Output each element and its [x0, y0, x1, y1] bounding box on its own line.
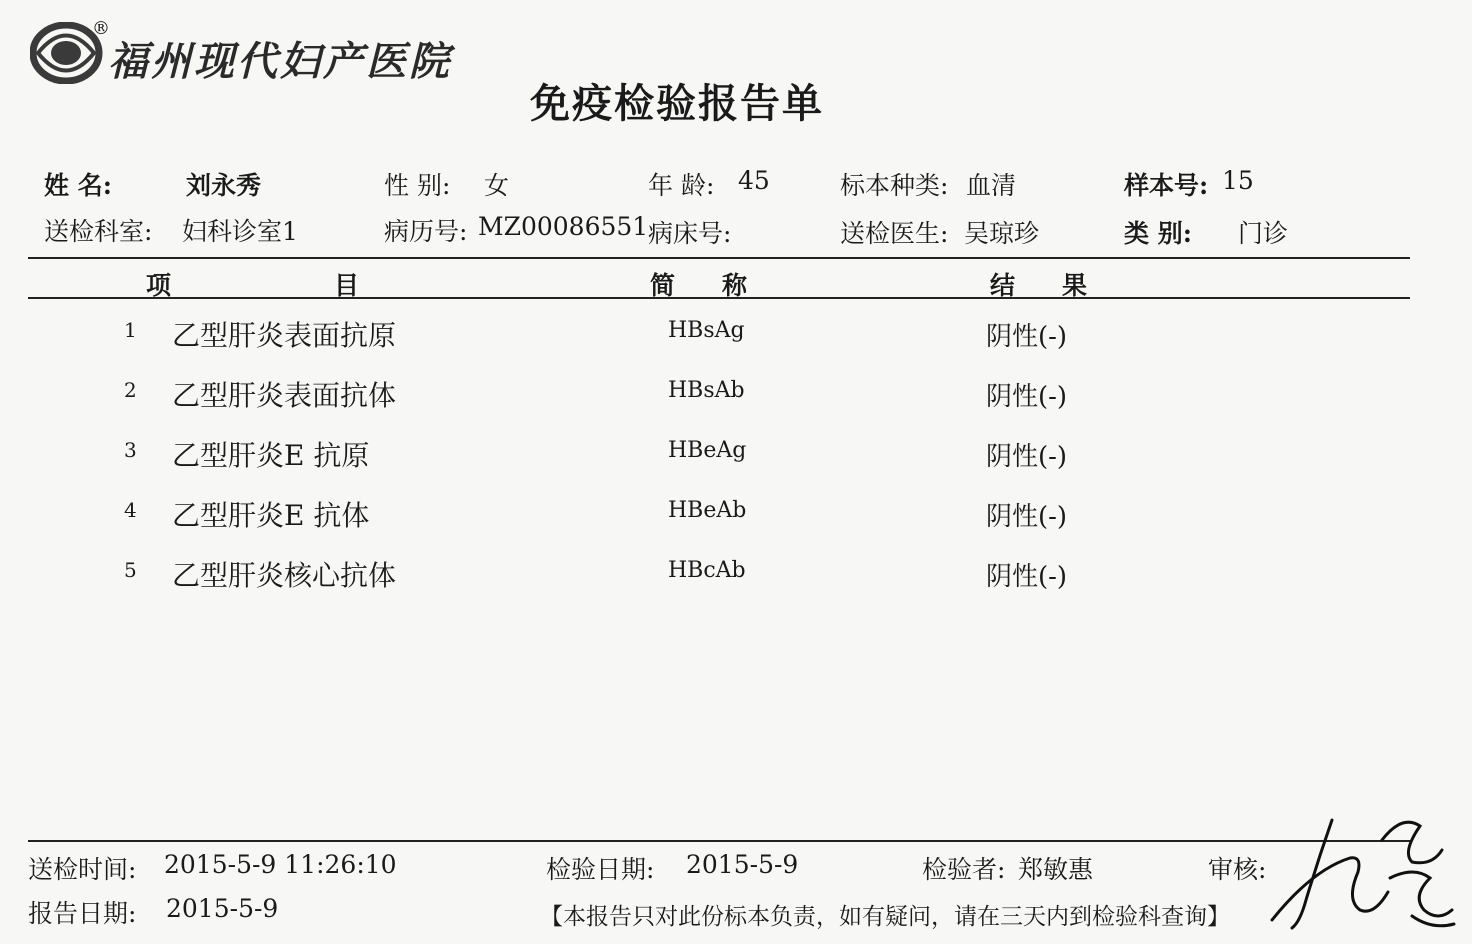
reviewer-signature	[1262, 800, 1462, 940]
category: 门诊	[1238, 219, 1289, 248]
department: 妇科诊室1	[182, 217, 298, 246]
patient-age: 45	[738, 166, 770, 195]
patient-gender: 女	[484, 171, 510, 200]
registered-mark: ®	[92, 18, 110, 39]
row-abbr: HBcAb	[668, 558, 746, 583]
record-no-label: 病历号:	[384, 217, 468, 246]
row-result: 阴性(-)	[986, 442, 1068, 472]
row-number: 2	[124, 378, 137, 402]
row-abbr: HBeAb	[668, 498, 747, 523]
sample-no: 15	[1222, 166, 1254, 195]
report-date-label: 报告日期:	[28, 899, 137, 928]
header-result-1: 结	[990, 271, 1016, 300]
category-label: 类 别:	[1124, 219, 1192, 248]
test-date-label: 检验日期:	[546, 855, 655, 884]
row-abbr: HBeAg	[668, 438, 747, 463]
tester: 郑敏惠	[1018, 855, 1094, 884]
row-abbr: HBsAg	[668, 318, 745, 343]
row-result: 阴性(-)	[986, 382, 1068, 412]
header-item-1: 项	[146, 271, 172, 300]
row-number: 1	[124, 318, 137, 342]
specimen-type-label: 标本种类:	[840, 171, 949, 200]
table-top-rule	[28, 257, 1410, 259]
record-no: MZ00086551	[478, 212, 649, 241]
row-item: 乙型肝炎表面抗体	[172, 379, 397, 412]
specimen-type: 血清	[966, 171, 1017, 200]
row-result: 阴性(-)	[986, 322, 1068, 352]
table-header-rule	[28, 297, 1410, 299]
department-label: 送检科室:	[44, 217, 153, 246]
doctor: 吴琼珍	[964, 219, 1040, 248]
gender-label: 性 别:	[384, 171, 451, 200]
age-label: 年 龄:	[648, 171, 715, 200]
test-date: 2015-5-9	[686, 850, 799, 879]
name-label: 姓 名:	[44, 171, 112, 200]
row-item: 乙型肝炎表面抗原	[172, 319, 397, 352]
hospital-name: 福州现代妇产医院	[108, 39, 452, 85]
footer-rule	[28, 840, 1410, 842]
patient-name: 刘永秀	[186, 171, 262, 200]
disclaimer-notice: 【本报告只对此份标本负责，如有疑问，请在三天内到检验科查询】	[540, 904, 1230, 930]
submit-time: 2015-5-9 11:26:10	[164, 850, 397, 879]
row-item: 乙型肝炎E 抗原	[172, 439, 370, 472]
header-item-2: 目	[334, 271, 360, 300]
review-label: 审核:	[1208, 855, 1267, 884]
header-abbr-2: 称	[722, 271, 748, 300]
report-title: 免疫检验报告单	[530, 81, 824, 127]
sample-no-label: 样本号:	[1124, 171, 1209, 200]
row-number: 5	[124, 558, 137, 582]
tester-label: 检验者:	[922, 855, 1006, 884]
bed-no-label: 病床号:	[648, 219, 732, 248]
header-abbr-1: 简	[650, 271, 676, 300]
row-item: 乙型肝炎核心抗体	[172, 559, 397, 592]
doctor-label: 送检医生:	[840, 219, 949, 248]
row-number: 4	[124, 498, 137, 522]
header-result-2: 果	[1062, 271, 1088, 300]
report-date: 2015-5-9	[166, 894, 279, 923]
row-result: 阴性(-)	[986, 502, 1068, 532]
row-item: 乙型肝炎E 抗体	[172, 499, 370, 532]
row-result: 阴性(-)	[986, 562, 1068, 592]
submit-time-label: 送检时间:	[28, 855, 137, 884]
row-number: 3	[124, 438, 137, 462]
row-abbr: HBsAb	[668, 378, 745, 403]
